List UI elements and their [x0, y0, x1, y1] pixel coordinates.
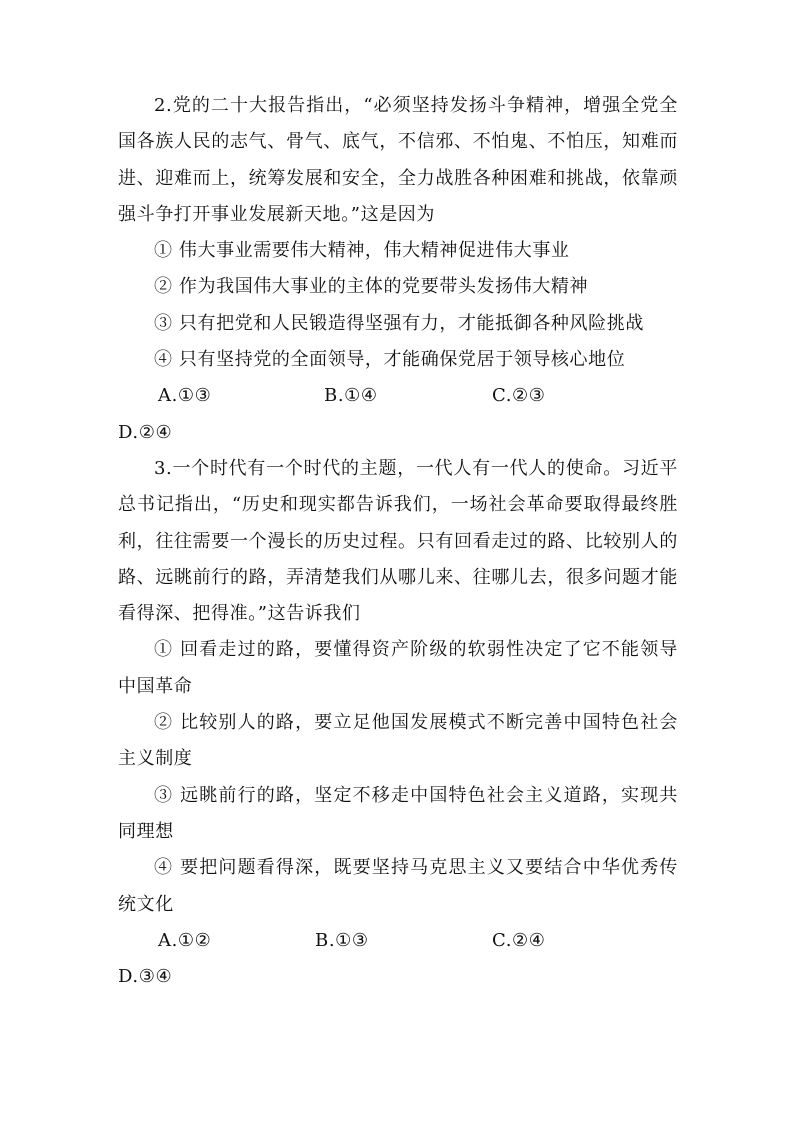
option-4: ④ 要把问题看得深，既要坚持马克思主义又要结合中华优秀传统文化 [118, 857, 678, 915]
choice-b: B.①④ [324, 385, 378, 407]
option-3: ③ 只有把党和人民锻造得坚强有力，才能抵御各种风险挑战 [154, 312, 644, 334]
choice-c: C.②③ [492, 385, 546, 407]
option-2: ② 作为我国伟大事业的主体的党要带头发扬伟大精神 [154, 276, 589, 298]
choice-a: A.①② [158, 929, 212, 951]
option-1: ① 伟大事业需要伟大精神，伟大精神促进伟大事业 [154, 240, 570, 262]
question-2 [118, 88, 678, 451]
choice-d: D.②④ [118, 421, 173, 443]
question-stem: 2.党的二十大报告指出，“必须坚持发扬斗争精神，增强全党全国各族人民的志气、骨气、底气，不信邪、不怕鬼、不怕压，知难而进、迎难而上，统筹发展和安全，全力战胜各种困难和挑战，依靠顽强斗争打开事业发展新天地。”这是因为 [118, 95, 678, 225]
question-3 [118, 451, 678, 995]
choice-c: C.②④ [492, 929, 546, 951]
option-2: ② 比较别人的路，要立足他国发展模式不断完善中国特色社会主义制度 [118, 712, 678, 770]
answer-choices [118, 378, 678, 414]
answer-choices [118, 923, 678, 959]
choice-d: D.③④ [118, 966, 173, 988]
option-3: ③ 远眺前行的路，坚定不移走中国特色社会主义道路，实现共同理想 [118, 784, 678, 842]
option-1: ① 回看走过的路，要懂得资产阶级的软弱性决定了它不能领导中国革命 [118, 639, 678, 697]
choice-a: A.①③ [158, 385, 212, 407]
choice-b: B.①③ [315, 929, 369, 951]
option-4: ④ 只有坚持党的全面领导，才能确保党居于领导核心地位 [154, 349, 626, 371]
question-stem: 3.一个时代有一个时代的主题，一代人有一代人的使命。习近平总书记指出，“历史和现实都告诉我们，一场社会革命要取得最终胜利，往往需要一个漫长的历史过程。只有回看走过的路、比较别人的路、远眺前行的路，弄清楚我们从哪儿来、往哪儿去，很多问题才能看得深、把得准。”这告诉我们 [118, 458, 678, 625]
